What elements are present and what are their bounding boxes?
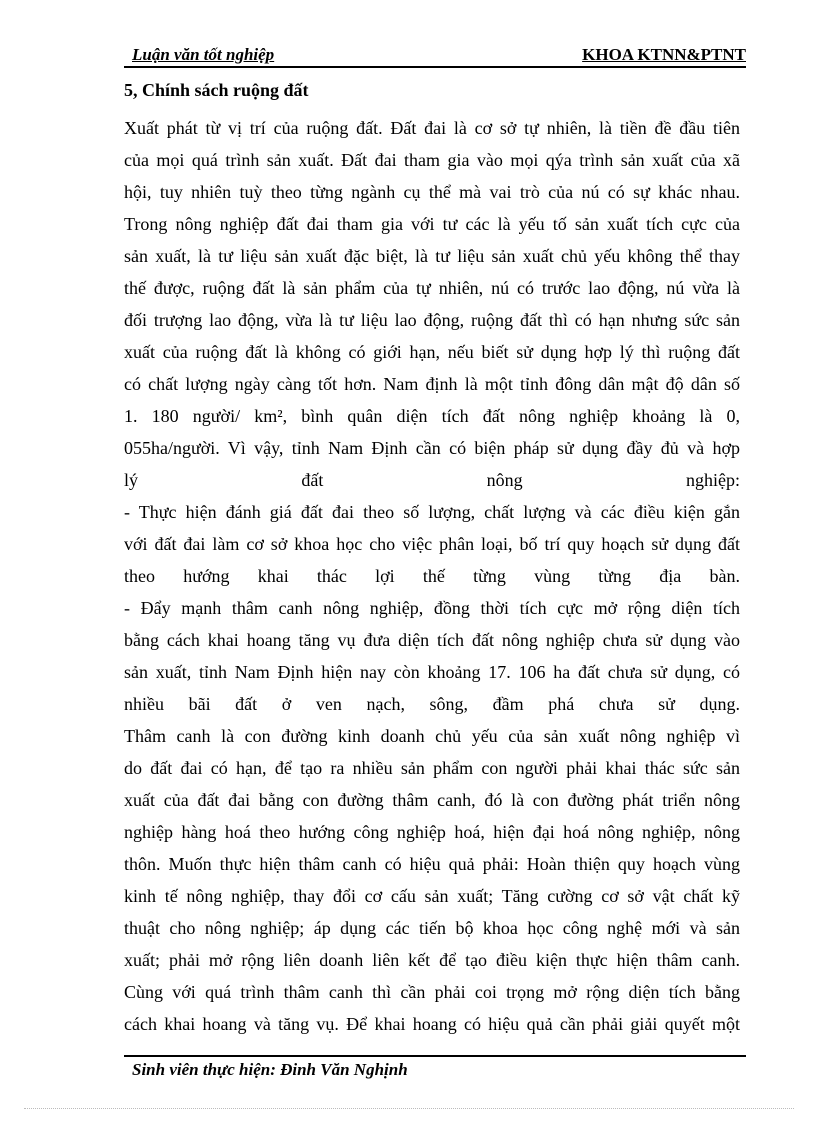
- text-line: có chất lượng ngày càng tốt hơn. Nam định là một tỉnh đông dân mật độ dân số: [124, 374, 740, 394]
- text-line: - Đẩy mạnh thâm canh nông nghiệp, đồng thời tích cực mở rộng diện tích: [124, 598, 740, 618]
- text-line: thế được, ruộng đất là sản phẩm của tự nhiên, nú có trước lao động, nú vừa là: [124, 278, 740, 298]
- text-line: thuật cho nông nghiệp; áp dụng các tiến bộ khoa học công nghệ mới và sản: [124, 918, 740, 938]
- page-header: [124, 42, 746, 68]
- header-faculty-label: KHOA KTNN&PTNT: [582, 45, 746, 64]
- text-line: nghiệp hàng hoá theo hướng công nghiệp hoá, hiện đại hoá nông nghiệp, nông: [124, 822, 740, 842]
- text-line: nhiều bãi đất ở ven nạch, sông, đầm phá chưa sử dụng.: [124, 694, 740, 714]
- text-line: xuất của ruộng đất là không có giới hạn, nếu biết sử dụng hợp lý thì ruộng đất: [124, 342, 740, 362]
- text-line: sản xuất, tỉnh Nam Định hiện nay còn khoảng 17. 106 ha đất chưa sử dụng, có: [124, 662, 740, 682]
- text-line: thôn. Muốn thực hiện thâm canh có hiệu quả phải: Hoàn thiện quy hoạch vùng: [124, 854, 740, 874]
- text-line: Xuất phát từ vị trí của ruộng đất. Đất đai là cơ sở tự nhiên, là tiền đề đầu tiên: [124, 118, 740, 138]
- text-line: bằng cách khai hoang tăng vụ đưa diện tích đất nông nghiệp chưa sử dụng vào: [124, 630, 740, 650]
- header-thesis-label: Luận văn tốt nghiệp: [132, 45, 275, 64]
- footer-rule: [124, 1055, 746, 1057]
- text-line: Trong nông nghiệp đất đai tham gia với tư các là yếu tố sản xuất tích cực của: [124, 214, 740, 234]
- text-line: 055ha/người. Vì vậy, tỉnh Nam Định cần có biện pháp sử dụng đầy đủ và hợp: [124, 438, 740, 458]
- text-line: Thâm canh là con đường kinh doanh chủ yếu của sản xuất nông nghiệp vì: [124, 726, 740, 746]
- text-line: Cùng với quá trình thâm canh thì cần phải coi trọng mở rộng diện tích bằng: [124, 982, 740, 1002]
- text-line: - Thực hiện đánh giá đất đai theo số lượng, chất lượng và các điều kiện gắn: [124, 502, 740, 522]
- section-title: 5, Chính sách ruộng đất: [124, 80, 309, 100]
- text-line: theo hướng khai thác lợi thế từng vùng từng địa bàn.: [124, 566, 740, 586]
- text-line: 1. 180 người/ km², bình quân diện tích đất nông nghiệp khoảng là 0,: [124, 406, 740, 426]
- text-line: xuất; phải mở rộng liên doanh liên kết để tạo điều kiện thực hiện thâm canh.: [124, 950, 740, 970]
- text-line: kinh tế nông nghiệp, thay đổi cơ cấu sản xuất; Tăng cường cơ sở vật chất kỹ: [124, 886, 740, 906]
- text-line: với đất đai làm cơ sở khoa học cho việc phân loại, bố trí quy hoạch sử dụng đất: [124, 534, 740, 554]
- text-line: đối trượng lao động, vừa là tư liệu lao động, ruộng đất thì có hạn nhưng sức sản: [124, 310, 740, 330]
- text-line: do đất đai có hạn, để tạo ra nhiều sản phẩm con người phải khai thác sức sản: [124, 758, 740, 778]
- text-line: hội, tuy nhiên tuỳ theo từng ngành cụ thể mà vai trò của nú có sự khác nhau.: [124, 182, 740, 202]
- text-line: cách khai hoang và tăng vụ. Để khai hoang có hiệu quả cần phải giải quyết một: [124, 1014, 740, 1034]
- text-line: sản xuất, là tư liệu sản xuất đặc biệt, là tư liệu sản xuất chủ yếu không thể thay: [124, 246, 740, 266]
- text-line: xuất của đất đai bằng con đường thâm canh, đó là con đường phát triển nông: [124, 790, 740, 810]
- body-text: [124, 112, 740, 1040]
- text-line: của mọi quá trình sản xuất. Đất đai tham gia vào mọi qýa trình sản xuất của xã: [124, 150, 740, 170]
- text-line: lý đất nông nghiệp:: [124, 470, 740, 490]
- footer-author: Sinh viên thực hiện: Đinh Văn Nghịnh: [132, 1060, 408, 1079]
- page-bottom-border: [24, 1108, 794, 1109]
